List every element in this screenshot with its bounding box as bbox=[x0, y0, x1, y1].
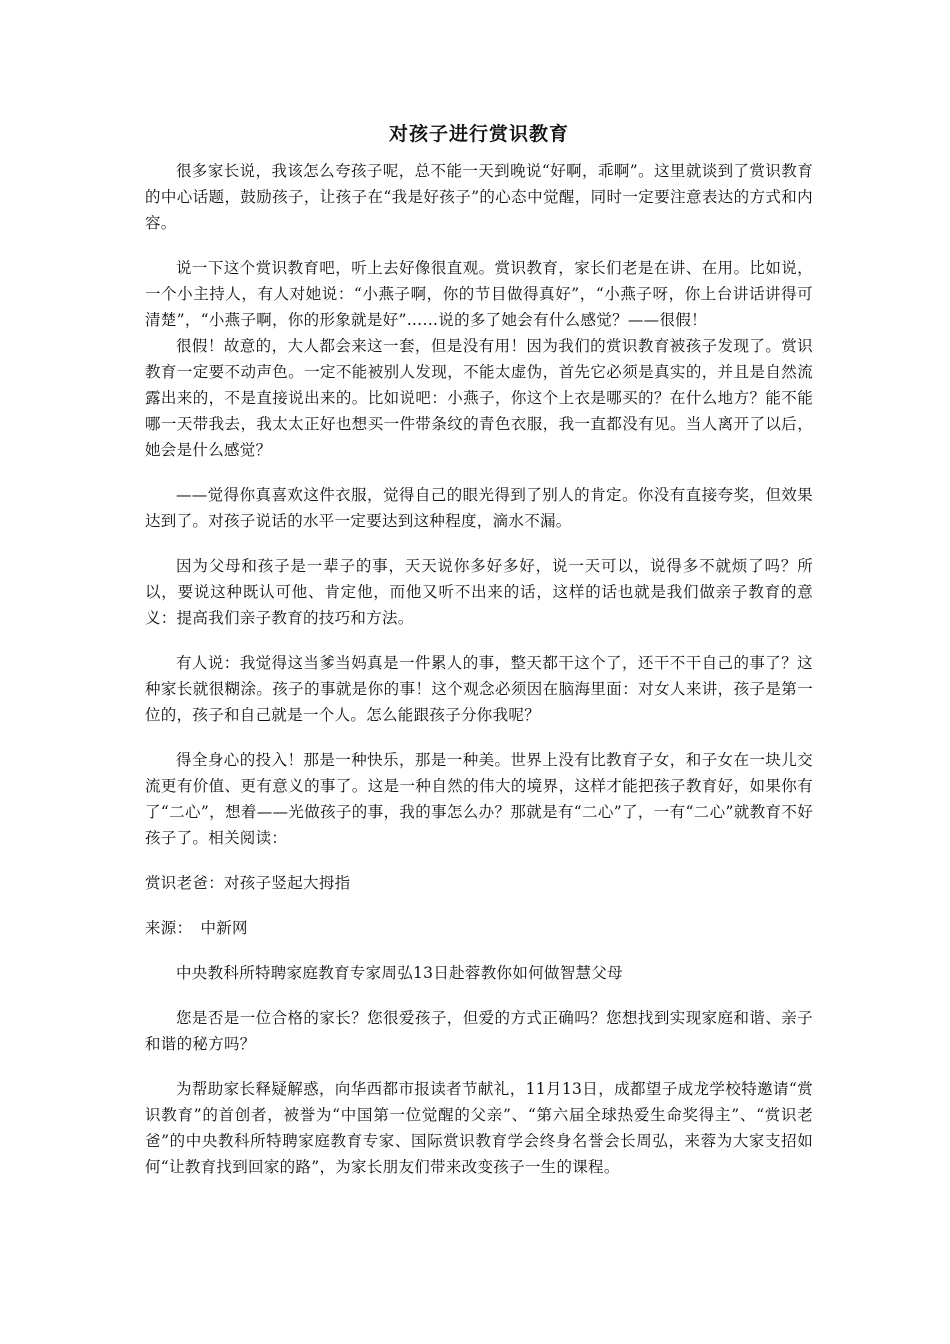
paragraph-gap bbox=[145, 463, 813, 482]
paragraph-gap bbox=[145, 896, 813, 915]
document-title: 对孩子进行赏识教育 bbox=[388, 123, 569, 145]
document-page bbox=[145, 118, 813, 1180]
paragraph-gap bbox=[145, 534, 813, 553]
source-line: 来源： 中新网 bbox=[145, 919, 248, 937]
paragraph-gap bbox=[145, 236, 813, 255]
paragraph-fake-praise: 很假！故意的，大人都会来这一套，但是没有用！因为我们的赏识教育被孩子发现了。赏识教育一定要不动声色。一定不能被别人发现，不能太虚伪，首先它必须是真实的，并且是自然流露出来的，不是直接说出来的。比如说吧：小燕子，你这个上衣是哪买的？在什么地方？能不能哪一天带我去，我太太正好也想买一件带条纹的青色衣服，我一直都没有见。当人离开了以后，她会是什么感觉？ bbox=[145, 337, 813, 459]
paragraph-lifelong: 因为父母和孩子是一辈子的事，天天说你多好多好，说一天可以，说得多不就烦了吗？所以，要说这种既认可他、肯定他，而他又听不出来的话，这样的话也就是我们做亲子教育的意义：提高我们亲子教育的技巧和方法。 bbox=[145, 557, 813, 627]
related-reading-title: 赏识老爸：对孩子竖起大拇指 bbox=[145, 874, 351, 892]
paragraph-event: 为帮助家长释疑解惑，向华西都市报读者节献礼，11月13日，成都望子成龙学校特邀请“赏识教育”的首创者，被誉为“中国第一位觉醒的父亲”、“第六届全球热爱生命奖得主”、“赏识老爸”的中央教科所特聘家庭教育专家、国际赏识教育学会终身名誉会长周弘，来蓉为大家支招如何“让教育找到回家的路”，为家长朋友们带来改变孩子一生的课程。 bbox=[145, 1080, 813, 1176]
paragraph-question: 您是否是一位合格的家长？您很爱孩子，但爱的方式正确吗？您想找到实现家庭和谐、亲子和谐的秘方吗？ bbox=[145, 1009, 813, 1053]
news-headline: 中央教科所特聘家庭教育专家周弘13日赴蓉教你如何做智慧父母 bbox=[176, 964, 623, 982]
paragraph-example: 说一下这个赏识教育吧，听上去好像很直观。赏识教育，家长们老是在讲、在用。比如说，一个小主持人，有人对她说：“小燕子啊，你的节目做得真好”，“小燕子呀，你上台讲话讲得可清楚”，“小燕子啊，你的形象就是好”……说的多了她会有什么感觉？——很假！ bbox=[145, 259, 813, 329]
paragraph-devotion: 得全身心的投入！那是一种快乐，那是一种美。世界上没有比教育子女，和子女在一块儿交流更有价值、更有意义的事了。这是一种自然的伟大的境界，这样才能把孩子教育好，如果你有了“二心”，想着——光做孩子的事，我的事怎么办？那就是有“二心”了，一有“二心”就教育不好孩子了。相关阅读： bbox=[145, 751, 813, 847]
paragraph-gap bbox=[145, 728, 813, 747]
paragraph-parent-burden: 有人说：我觉得这当爹当妈真是一件累人的事，整天都干这个了，还干不干自己的事了？这种家长就很糊涂。孩子的事就是你的事！这个观念必须因在脑海里面：对女人来讲，孩子是第一位的，孩子和自己就是一个人。怎么能跟孩子分你我呢？ bbox=[145, 654, 813, 724]
paragraph-gap bbox=[145, 851, 813, 870]
paragraph-gap bbox=[145, 631, 813, 650]
paragraph-gap bbox=[145, 1057, 813, 1076]
paragraph-gap bbox=[145, 986, 813, 1005]
paragraph-intro: 很多家长说，我该怎么夸孩子呢，总不能一天到晚说“好啊，乖啊”。这里就谈到了赏识教育的中心话题，鼓励孩子，让孩子在“我是好孩子”的心态中觉醒，同时一定要注意表达的方式和内容。 bbox=[145, 162, 813, 232]
paragraph-effect: ——觉得你真喜欢这件衣服，觉得自己的眼光得到了别人的肯定。你没有直接夸奖，但效果达到了。对孩子说话的水平一定要达到这种程度，滴水不漏。 bbox=[145, 486, 813, 530]
paragraph-gap bbox=[145, 941, 813, 960]
